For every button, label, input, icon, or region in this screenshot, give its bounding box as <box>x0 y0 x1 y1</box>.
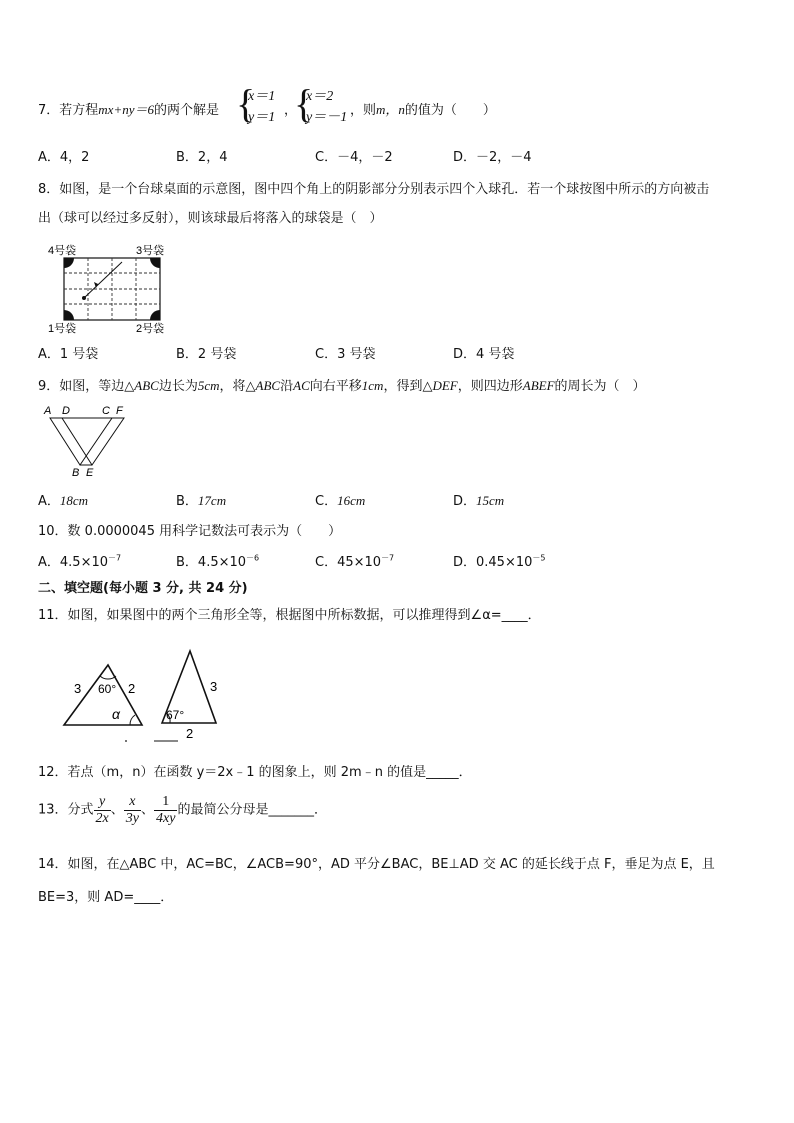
q7-sol2-x: x＝2 <box>306 89 334 104</box>
ball-path <box>84 262 122 298</box>
q7-sol1-x: x＝1 <box>248 89 276 104</box>
q9-t1: 9．如图，等边 <box>38 379 125 394</box>
q9-seg: AC <box>293 378 310 393</box>
q9-tri2: △ABC <box>245 378 281 393</box>
q12-stem: 12．若点（m，n）在函数 y＝2x﹣1 的图象上，则 2m﹣n 的值是_____． <box>38 765 472 780</box>
q9-option-c[interactable] <box>315 490 365 509</box>
q13-sep-2: 、 <box>141 802 155 818</box>
q9-option-b-prefix: B． <box>176 494 198 509</box>
q11-triangles-figure <box>56 645 236 745</box>
q10-a-exp: －7 <box>108 553 122 563</box>
q13-stem <box>38 794 327 827</box>
label-angle-60: 60° <box>98 682 117 696</box>
q8-stem-line2: 出（球可以经过多反射），则该球最后将落入的球袋是（ ） <box>38 211 383 226</box>
label-d: D <box>62 405 70 417</box>
q7-option-b[interactable]: B．2，4 <box>176 150 228 165</box>
q8-stem-line1: 8．如图，是一个台球桌面的示意图，图中四个角上的阴影部分分别表示四个入球孔．若一个球按图中所示的方向被击 <box>38 182 710 197</box>
q7-vars: m，n <box>376 102 405 117</box>
q9-tri1: △ABC <box>124 378 159 393</box>
q13-f3-num: 1 <box>154 794 177 811</box>
q10-option-c[interactable] <box>315 551 394 570</box>
q13-fraction-3 <box>154 794 177 827</box>
label-c: C <box>102 405 110 417</box>
q10-d-exp: －5 <box>532 553 546 563</box>
label-alpha: α <box>112 706 120 722</box>
q13-fraction-1 <box>94 794 111 827</box>
q7-separator: ， <box>284 103 298 118</box>
triangle-abc <box>50 418 112 465</box>
q11-stem: 11．如图，如果图中的两个三角形全等，根据图中所标数据，可以推理得到∠α=____． <box>38 608 541 623</box>
arrow-icon <box>94 282 98 288</box>
q9-option-a[interactable] <box>38 490 88 509</box>
q9-option-d[interactable] <box>453 490 504 509</box>
q7-text-mid: 的两个解是 <box>153 103 219 118</box>
q7-sol2-y: y＝－1 <box>306 110 348 125</box>
q13-f2-num: x <box>124 794 141 811</box>
q10-option-a[interactable] <box>38 551 121 570</box>
q13-text-post: 的最简公分母是_______． <box>177 802 327 818</box>
q13-fraction-2 <box>124 794 141 827</box>
label-side-3-right: 3 <box>210 679 218 694</box>
label-side-3: 3 <box>74 681 82 696</box>
pocket-3-icon <box>150 258 160 268</box>
q9-option-a-value: 18cm <box>59 493 89 508</box>
q7-option-c[interactable]: C．－4，－2 <box>315 150 393 165</box>
q9-len: 5cm <box>197 378 220 393</box>
q9-option-b-value: 17cm <box>197 493 227 508</box>
q7-option-d[interactable]: D．－2，－4 <box>453 150 532 165</box>
q10-stem: 10．数 0.0000045 用科学记数法可表示为（ ） <box>38 524 342 539</box>
q9-t8: 的周长为（ ） <box>554 379 646 394</box>
q8-option-b[interactable]: B．2 号袋 <box>176 347 237 362</box>
q7-brace-1: { <box>236 81 256 126</box>
q9-t7: ，则四边形 <box>457 379 523 394</box>
label-b: B <box>72 467 80 479</box>
q10-c-exp: －7 <box>381 553 395 563</box>
label-pocket-2: 2号袋 <box>136 323 165 335</box>
q9-option-b[interactable] <box>176 490 226 509</box>
q9-t5: 向右平移 <box>309 379 362 394</box>
label-pocket-1: 1号袋 <box>48 323 77 335</box>
q13-f1-den: 2x <box>95 811 109 826</box>
q8-option-a[interactable]: A．1 号袋 <box>38 347 99 362</box>
label-pocket-4: 4号袋 <box>48 245 77 257</box>
q9-translation-figure <box>40 402 130 480</box>
q7-tail <box>350 99 496 118</box>
q7-stem <box>38 99 219 118</box>
q13-f2-den: 3y <box>125 811 139 826</box>
q7-text-post1: ，则 <box>350 103 377 118</box>
q9-stem <box>38 375 646 394</box>
q14-stem-line2: BE=3，则 AD=____． <box>38 890 174 905</box>
q7-solution-1 <box>248 86 275 128</box>
label-a: A <box>44 405 52 417</box>
q10-option-b[interactable] <box>176 551 259 570</box>
q9-t6: ，得到 <box>383 379 423 394</box>
label-base-2: 2 <box>186 726 194 741</box>
pocket-2-icon <box>150 310 160 320</box>
label-side-2: 2 <box>128 681 136 696</box>
pocket-1-icon <box>64 310 74 320</box>
q8-option-d[interactable]: D．4 号袋 <box>453 347 515 362</box>
q9-option-d-value: 15cm <box>476 493 505 508</box>
q10-b-base: B．4.5×10 <box>176 555 247 570</box>
pocket-4-icon <box>64 258 74 268</box>
q14-stem-line1: 14．如图，在△ABC 中，AC=BC，∠ACB=90°，AD 平分∠BAC，BE⊥AD 交 AC 的延长线于点 F，垂足为点 E，且 <box>38 857 715 872</box>
label-f: F <box>116 405 123 417</box>
triangle-def <box>62 418 124 465</box>
q13-f1-num: y <box>94 794 111 811</box>
q8-billiard-figure <box>40 240 180 335</box>
q13-f3-den: 4xy <box>156 811 176 826</box>
q7-equation: mx+ny＝6 <box>98 102 154 117</box>
q10-c-base: C．45×10 <box>315 555 382 570</box>
q9-quad: ABEF <box>522 378 555 393</box>
ball-icon <box>82 296 86 300</box>
q9-t2: 边长为 <box>158 379 198 394</box>
q7-brace-2: { <box>294 81 314 126</box>
q9-option-c-value: 16cm <box>337 493 366 508</box>
q9-option-d-prefix: D． <box>453 494 477 509</box>
q9-option-a-prefix: A． <box>38 494 60 509</box>
q9-shift: 1cm <box>361 378 384 393</box>
q10-b-exp: －6 <box>246 553 260 563</box>
section-heading-fill-in: 二、填空题(每小题 3 分, 共 24 分) <box>38 581 248 596</box>
q10-option-d[interactable] <box>453 551 545 570</box>
q10-a-base: A．4.5×10 <box>38 555 109 570</box>
q9-t3: ，将 <box>219 379 246 394</box>
q9-tri3: △DEF <box>422 378 458 393</box>
q7-option-a[interactable]: A．4，2 <box>38 150 90 165</box>
q13-text-pre: 13．分式 <box>38 802 94 818</box>
q7-text-pre: 7．若方程 <box>38 103 99 118</box>
q7-sol1-y: y＝1 <box>248 110 276 125</box>
q13-sep-1: 、 <box>110 802 124 818</box>
q9-t4: 沿 <box>280 379 294 394</box>
label-e: E <box>86 467 94 479</box>
label-angle-67: 67° <box>166 708 185 722</box>
q7-solution-2 <box>306 86 347 128</box>
q7-text-post2: 的值为（ ） <box>404 103 496 118</box>
q9-option-c-prefix: C． <box>315 494 338 509</box>
q10-d-base: D．0.45×10 <box>453 555 533 570</box>
q8-option-c[interactable]: C．3 号袋 <box>315 347 376 362</box>
label-pocket-3: 3号袋 <box>136 245 165 257</box>
